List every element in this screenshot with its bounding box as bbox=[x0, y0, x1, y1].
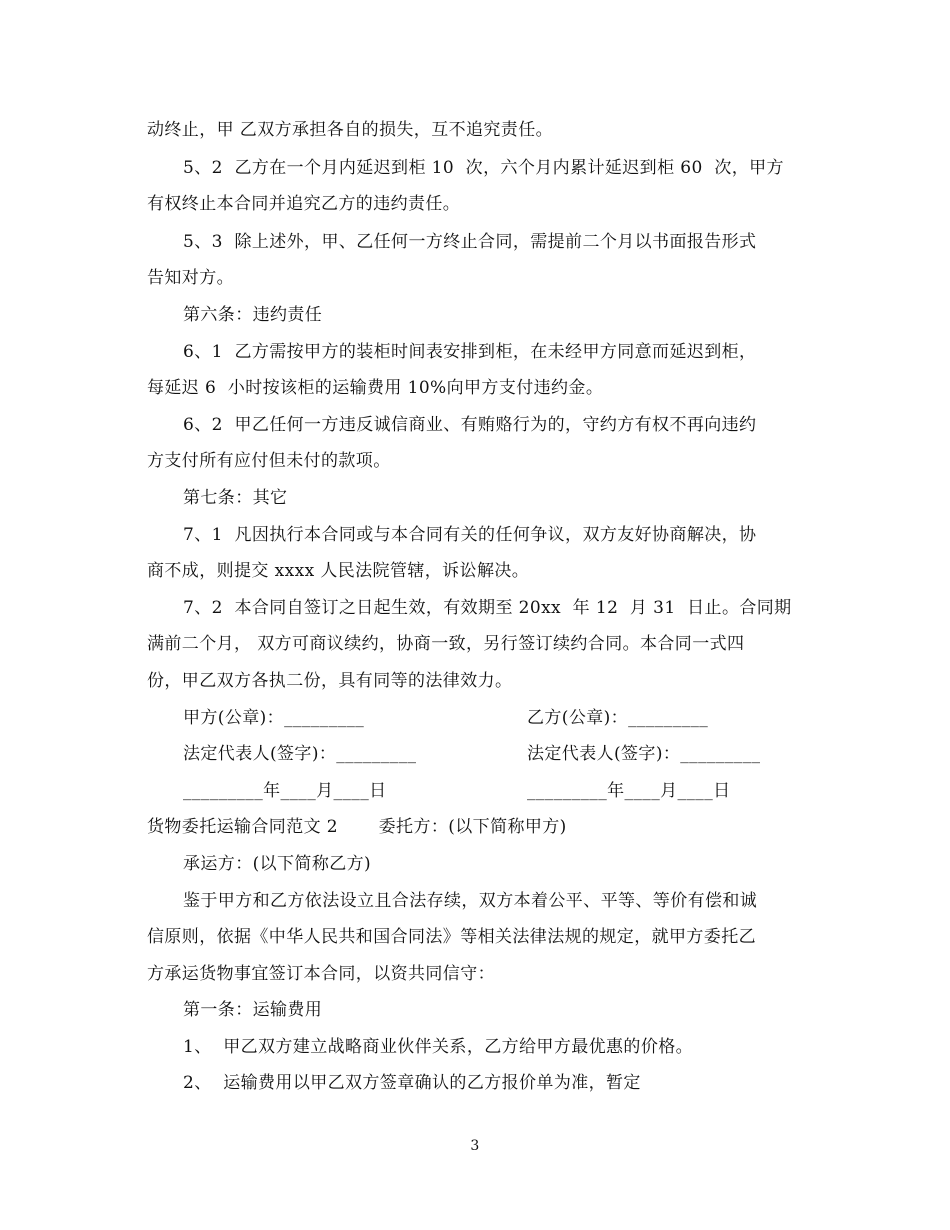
party-a-seal: 甲方(公章)：_________ bbox=[183, 708, 365, 728]
party-a-date: _________年____月____日 bbox=[183, 781, 387, 801]
text-line: 每延迟 6 小时按该柜的运输费用 10%向甲方支付违约金。 bbox=[147, 378, 604, 398]
text-line: 信原则，依据《中华人民共和国合同法》等相关法律法规的规定，就甲方委托乙 bbox=[147, 927, 756, 947]
article-1-heading: 第一条：运输费用 bbox=[183, 1000, 323, 1020]
clause-5-3: 5、3 除上述外，甲、乙任何一方终止合同，需提前二个月以书面报告形式 bbox=[183, 232, 757, 252]
item-1: 1、 甲乙双方建立战略商业伙伴关系，乙方给甲方最优惠的价格。 bbox=[183, 1037, 694, 1057]
clause-7-1: 7、1 凡因执行本合同或与本合同有关的任何争议，双方友好协商解决，协 bbox=[183, 525, 757, 545]
clause-7-2: 7、2 本合同自签订之日起生效，有效期至 20xx 年 12 月 31 日止。合同期 bbox=[183, 598, 792, 618]
page-number: 3 bbox=[470, 1138, 480, 1154]
text-line: 方支付所有应付但未付的款项。 bbox=[147, 451, 391, 471]
clause-6-2: 6、2 甲乙任何一方违反诚信商业、有贿赂行为的，守约方有权不再向违约 bbox=[183, 415, 757, 435]
carrier-line: 承运方：(以下简称乙方) bbox=[183, 854, 372, 874]
party-b-representative: 法定代表人(签字)：_________ bbox=[527, 744, 761, 764]
item-2: 2、 运输费用以甲乙双方签章确认的乙方报价单为准，暂定 bbox=[183, 1073, 641, 1093]
clause-5-2: 5、2 乙方在一个月内延迟到柜 10 次，六个月内累计延迟到柜 60 次，甲方 bbox=[183, 158, 784, 178]
text-line: 告知对方。 bbox=[147, 268, 234, 288]
party-a-representative: 法定代表人(签字)：_________ bbox=[183, 744, 417, 764]
text-line: 份，甲乙双方各执二份，具有同等的法律效力。 bbox=[147, 671, 513, 691]
text-line: 有权终止本合同并追究乙方的违约责任。 bbox=[147, 194, 461, 214]
text-line: 商不成，则提交 xxxx 人民法院管辖，诉讼解决。 bbox=[147, 561, 530, 581]
text-line: 方承运货物事宜签订本合同，以资共同信守： bbox=[147, 964, 495, 984]
text-line: 动终止，甲 乙双方承担各自的损失，互不追究责任。 bbox=[147, 120, 554, 140]
template-2-title: 货物委托运输合同范文 2 委托方：(以下简称甲方) bbox=[147, 817, 567, 837]
text-line: 满前二个月， 双方可商议续约，协商一致，另行签订续约合同。本合同一式四 bbox=[147, 634, 745, 654]
article-7-heading: 第七条：其它 bbox=[183, 488, 288, 508]
party-b-date: _________年____月____日 bbox=[527, 781, 731, 801]
preamble: 鉴于甲方和乙方依法设立且合法存续，双方本着公平、平等、等价有偿和诚 bbox=[183, 891, 758, 911]
clause-6-1: 6、1 乙方需按甲方的装柜时间表安排到柜，在未经甲方同意而延迟到柜， bbox=[183, 342, 757, 362]
party-b-seal: 乙方(公章)：_________ bbox=[527, 708, 709, 728]
article-6-heading: 第六条：违约责任 bbox=[183, 305, 323, 325]
